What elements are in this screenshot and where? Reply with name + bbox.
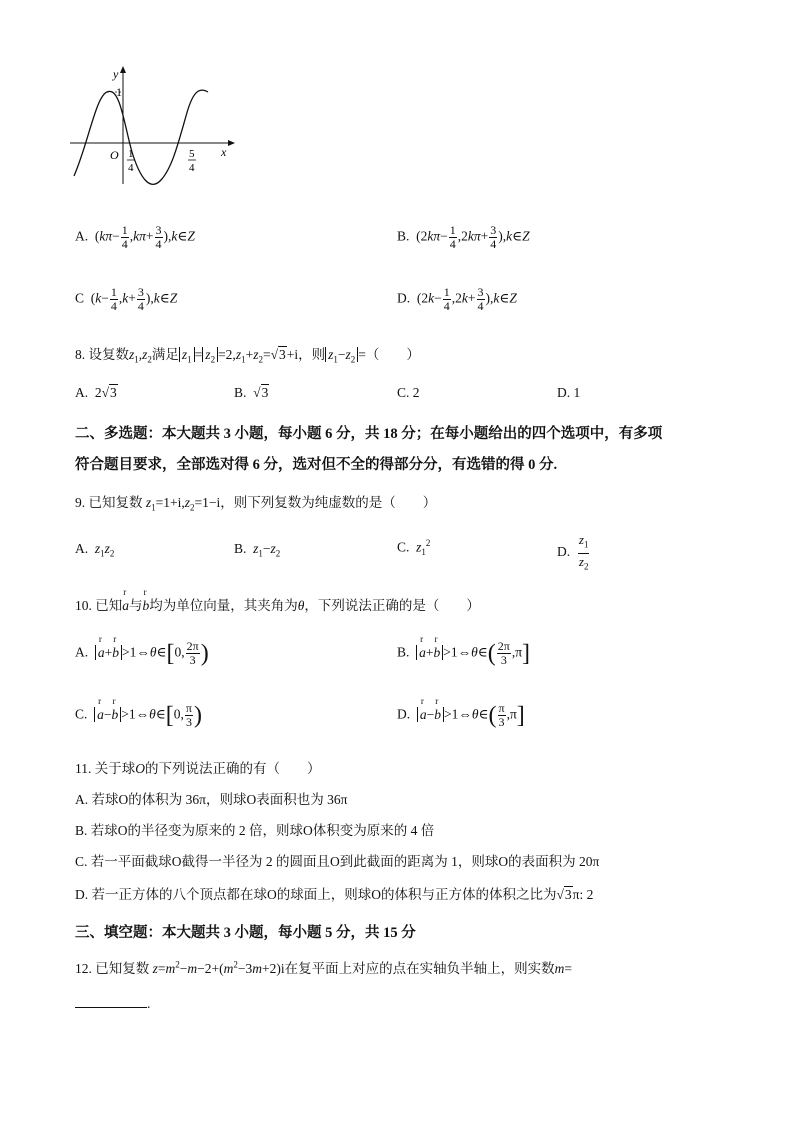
tick2-den: 4: [189, 162, 195, 174]
q8-option-a: A. 2√3: [75, 385, 117, 400]
q12-answer-line[interactable]: [75, 995, 150, 1012]
q10-d-label: D.: [397, 706, 411, 722]
q7-b-label: B.: [397, 228, 410, 244]
q9-d-label: D.: [557, 544, 571, 560]
q9-option-b: B. $z_1-z_2$: [234, 541, 281, 559]
q8-stem-prefix: 8. 设复数: [75, 347, 129, 362]
q10-stem-b: 与: [129, 598, 143, 613]
q9-b-label: B.: [234, 541, 247, 556]
q10-stem-d: ，下列说法正确的是（ ）: [304, 598, 480, 613]
origin-label: O: [110, 148, 119, 162]
q10-stem: 10. 已知a r 与b r 均为单位向量，其夹角为θ，下列说法正确的是（ ）: [75, 587, 480, 613]
q11-option-d: D. 若一正方体的八个顶点都在球O的球面上，则球O的体积与正方体的体积之比为√3π: 2: [75, 887, 594, 902]
q10-option-c: C. a r −b r >1⇔θ∈[0, $\frac{\pi}{3}$ ): [75, 695, 202, 729]
q11-option-c: C. 若一平面截球O截得一半径为 2 的圆面且O到此截面的距离为 1，则球O的表面积为 20π: [75, 854, 600, 869]
q11-stem-suffix: 的下列说法正确的有（ ）: [145, 761, 321, 776]
q12-tail: .: [147, 996, 151, 1011]
q8-b-label: B.: [234, 385, 247, 400]
q8-stem-mid: 满足: [151, 347, 179, 362]
q7-option-d: D. (2k− $\frac{1}{4}$ ,2k+ $\frac{3}{4}$ ),k∈Z: [397, 285, 517, 313]
q10-a-label: A.: [75, 644, 89, 660]
q11-stem: 11. 关于球O的下列说法正确的有（ ）: [75, 761, 321, 776]
q11-option-b: B. 若球O的半径变为原来的 2 倍，则球O体积变为原来的 4 倍: [75, 823, 435, 838]
q9-stem-suffix: ，则下列复数为纯虚数的是（ ）: [220, 495, 437, 510]
q10-option-d: D. a r −b r >1⇔θ∈( $\frac{\pi}{3}$ ,π]: [397, 695, 525, 729]
q12-stem-prefix: 12. 已知复数: [75, 961, 150, 976]
q8-option-b: B. √3: [234, 385, 269, 400]
q11-d-prefix: D. 若一正方体的八个顶点都在球O的球面上，则球O的体积与正方体的体积之比为: [75, 887, 557, 902]
x-axis-arrow: [228, 140, 235, 146]
sine-curve: [74, 90, 208, 184]
q7-a-label: A.: [75, 228, 89, 244]
x-axis-label: x: [221, 145, 227, 159]
sine-graph: [68, 64, 240, 188]
q7-d-label: D.: [397, 290, 411, 306]
q8-option-d: D. 1: [557, 385, 581, 400]
q12-stem-end: =: [564, 961, 572, 976]
q9-a-label: A.: [75, 541, 89, 556]
y-axis-label: y: [113, 67, 119, 81]
q9-c-label: C.: [397, 539, 410, 555]
q10-option-b: B. a r +b r >1⇔θ∈( $\frac{2\pi}{3}$ ,π]: [397, 633, 531, 667]
q10-b-label: B.: [397, 644, 410, 660]
q10-c-label: C.: [75, 706, 88, 722]
q12-blank[interactable]: [75, 995, 147, 1008]
section2-line1: 二、多选题：本大题共 3 小题，每小题 6 分，共 18 分；在每小题给出的四个选项中，有多项: [75, 426, 663, 442]
q8-stem: 8. 设复数$z_1,z_2$满足 $z_1 = z_2 =2,z_1+z_2=√3+i$，则 $z_1-z_2$ =（ ）: [75, 347, 420, 365]
q11-d-suffix: π: 2: [572, 887, 594, 902]
q7-option-c: C (k− $\frac{1}{4}$ ,k+ $\frac{3}{4}$ ),k∈Z: [75, 285, 178, 313]
q12-stem: 12. 已知复数 $z=m^2-m-2+(m^2-3m+2)i$在复平面上对应的点在实轴负半轴上，则实数m=: [75, 959, 572, 976]
tick2-num: 5: [189, 148, 195, 160]
tick1-den: 4: [128, 162, 134, 174]
section3-heading: 三、填空题：本大题共 3 小题，每小题 5 分，共 15 分: [75, 925, 416, 941]
q9-option-d: D. $\frac{z_1}{z_2}$: [557, 532, 589, 572]
q8-stem-end: =（ ）: [358, 347, 420, 362]
q8-a-label: A.: [75, 385, 89, 400]
tick1-num: 1: [128, 148, 134, 160]
q11-option-a: A. 若球O的体积为 36π，则球O表面积也为 36π: [75, 792, 348, 807]
q7-option-a: A. (kπ− $\frac{1}{4}$ ,kπ+ $\frac{3}{4}$ ),k∈Z: [75, 223, 195, 251]
q7-c-label: C: [75, 290, 85, 306]
peak-label: 1: [116, 85, 122, 99]
q11-stem-prefix: 11. 关于球: [75, 761, 136, 776]
q8-stem-then: ，则: [298, 347, 326, 362]
q10-stem-a: 10. 已知: [75, 598, 123, 613]
q12-stem-suffix: 在复平面上对应的点在实轴负半轴上，则实数: [284, 961, 555, 976]
q9-stem: 9. 已知复数 $z_1=1+i,z_2=1-i$，则下列复数为纯虚数的是（ ）: [75, 495, 437, 513]
q9-option-a: A. $z_1z_2$: [75, 541, 115, 559]
q9-option-c: C. $z_1^2$: [397, 538, 431, 558]
section2-line2: 符合题目要求，全部选对得 6 分，选对但不全的得部分分，有选错的得 0 分.: [75, 457, 558, 473]
q8-option-c: C. 2: [397, 385, 420, 400]
q10-option-a: A. a r +b r >1⇔θ∈[0, $\frac{2\pi}{3}$ ): [75, 633, 209, 667]
q9-stem-prefix: 9. 已知复数: [75, 495, 143, 510]
q7-option-b: B. (2kπ− $\frac{1}{4}$ ,2kπ+ $\frac{3}{4}$ ),k∈Z: [397, 223, 530, 251]
y-axis-arrow: [120, 66, 126, 73]
q10-stem-c: 均为单位向量，其夹角为: [149, 598, 298, 613]
